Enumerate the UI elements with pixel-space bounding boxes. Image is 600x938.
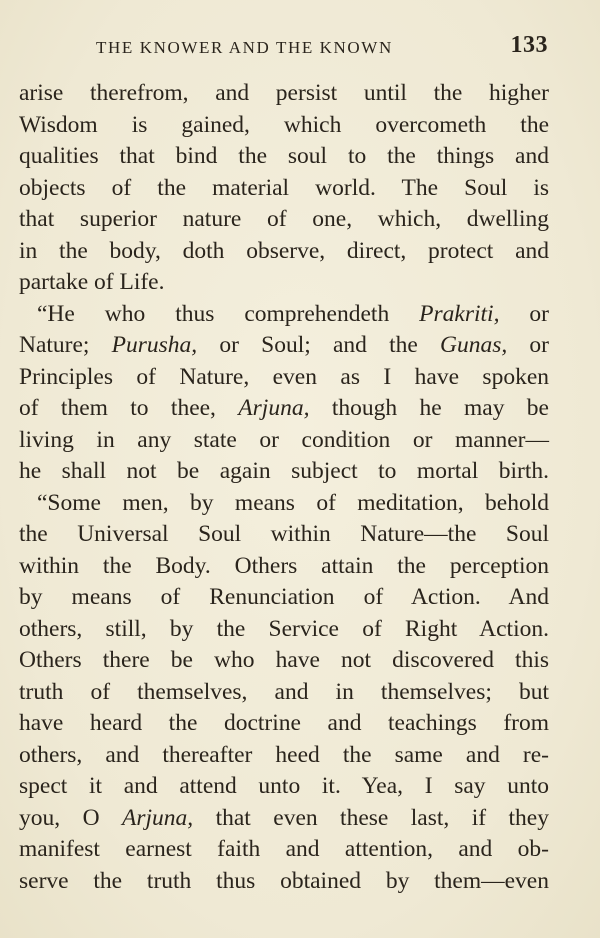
text-line: Wisdom is gained, which overcometh the — [19, 111, 549, 138]
paragraph-end-line: partake of Life. — [19, 269, 165, 295]
text-line: truth of themselves, and in themselves; but — [19, 678, 549, 705]
page-number: 133 — [510, 32, 548, 58]
text-line: others, still, by the Service of Right Action. — [19, 615, 549, 642]
line-text: or — [507, 332, 549, 358]
line-text: though he may be — [309, 395, 549, 421]
text-line: have heard the doctrine and teachings from — [19, 710, 549, 736]
text-line: Others there be who have not discovered this — [19, 647, 549, 673]
paragraph-end-line: he shall not be again subject to mortal birth. — [19, 458, 549, 484]
line-text: Nature; — [19, 332, 112, 358]
italic-term: Gunas, — [439, 332, 508, 358]
text-line: objects of the material world. The Soul is — [19, 174, 549, 201]
text-line: within the Body. Others attain the perception — [19, 552, 549, 579]
text-line: spect it and attend unto it. Yea, I say unto — [19, 773, 549, 799]
text-line: in the body, doth observe, direct, protect and — [19, 237, 549, 264]
text-line: others, and thereafter heed the same and re- — [19, 741, 549, 768]
line-text: “He who thus comprehendeth — [37, 300, 420, 327]
line-text: of them to thee, — [19, 395, 239, 421]
text-line: living in any state or condition or manner— — [19, 426, 549, 453]
line-text: or — [499, 300, 550, 327]
line-text: that even these last, if they — [193, 804, 549, 831]
text-line: by means of Renunciation of Action. And — [19, 584, 549, 610]
running-title: THE KNOWER AND THE KNOWN — [96, 38, 393, 57]
text-line: that superior nature of one, which, dwelling — [19, 206, 549, 232]
text-line — [19, 330, 549, 362]
italic-term: Arjuna, — [238, 395, 310, 421]
text-line — [19, 803, 549, 835]
text-line: Principles of Nature, even as I have spoken — [19, 363, 549, 390]
paragraph-start-line — [19, 299, 549, 331]
text-line: serve the truth thus obtained by them—even — [19, 867, 549, 894]
italic-term: Arjuna, — [121, 804, 194, 831]
text-line: qualities that bind the soul to the things and — [19, 143, 549, 169]
text-line: arise therefrom, and persist until the higher — [19, 80, 549, 106]
line-text: or Soul; and the — [197, 332, 440, 358]
italic-term: Prakriti, — [419, 300, 500, 327]
italic-term: Purusha, — [111, 332, 198, 358]
page-header — [96, 32, 548, 64]
paragraph-start-line: “Some men, by means of meditation, behold — [37, 489, 549, 516]
text-line: the Universal Soul within Nature—the Soul — [19, 521, 549, 547]
body-text — [19, 78, 549, 897]
line-text: you, O — [19, 804, 122, 831]
text-line: manifest earnest faith and attention, and ob- — [19, 836, 549, 862]
text-line — [19, 393, 549, 425]
